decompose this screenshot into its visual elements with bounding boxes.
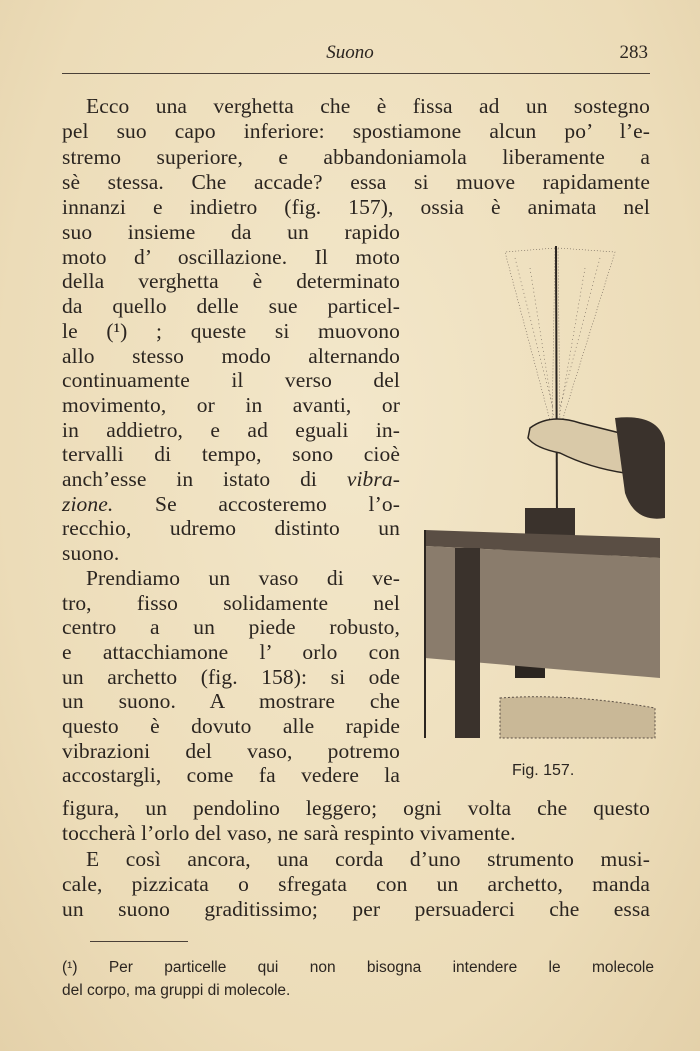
text-line [62, 714, 400, 739]
text-line [62, 541, 400, 566]
text-line [62, 763, 400, 788]
page-number: 283 [619, 42, 648, 63]
text-span: allo stesso modo alternando [62, 343, 400, 368]
text-line [62, 170, 650, 195]
text-span: figura, un pendolino leggero; ogni volta che questo [62, 796, 650, 820]
text-span: vibrazioni del vaso, potremo [62, 738, 400, 763]
text-line [62, 897, 650, 922]
text-span: recchio, udremo distinto un [62, 516, 400, 541]
text-span: accostargli, come fa vedere la [62, 763, 400, 788]
text-span: moto d’ oscillazione. Il moto [62, 244, 400, 269]
running-title: Suono [326, 42, 374, 63]
text-line [62, 195, 650, 220]
text-span: pel suo capo inferiore: spostiamone alcun po’ l’e- [62, 119, 650, 144]
text-span: E così ancora, una corda d’uno strumento musi- [86, 846, 650, 871]
header-rule [62, 73, 650, 74]
text-line [62, 796, 650, 821]
text-span: suono. [62, 541, 120, 566]
hand [528, 417, 665, 518]
text-span: tro, fisso solidamente nel [62, 590, 400, 615]
text-line [62, 615, 400, 640]
text-line [62, 344, 400, 369]
text-line [62, 689, 400, 714]
text-span: suo insieme da un rapido [62, 220, 400, 244]
text-line [62, 591, 400, 616]
footnote-line: (¹) Per particelle qui non bisogna intendere le molecole [62, 959, 654, 976]
text-span: sè stessa. Che accade? essa si muove rapidamente [62, 169, 650, 194]
italic-term: vibra- [346, 467, 400, 491]
text-line [62, 269, 400, 294]
text-line [62, 145, 650, 170]
text-span: un suono. A mostrare che [62, 689, 400, 714]
text-line [62, 294, 400, 319]
text-line [62, 566, 400, 591]
text-line [62, 245, 400, 270]
footnote-rule [90, 941, 188, 942]
text-line [62, 467, 400, 492]
text-span: le (¹) ; queste si muovono [62, 318, 400, 343]
text-span: Se accosteremo l’o- [113, 491, 400, 516]
vibration-fan [505, 248, 615, 428]
text-span: stremo superiore, e abbandoniamola liberamente a [62, 144, 650, 169]
text-span: Prendiamo un vaso di ve- [86, 565, 400, 590]
figure-157-vibrating-rod-illustration [420, 238, 670, 748]
text-line [62, 319, 400, 344]
footnote-line: del corpo, ma gruppi di molecole. [62, 982, 291, 999]
text-line [62, 368, 400, 393]
text-line [62, 94, 650, 119]
text-line [62, 119, 650, 144]
text-span: in addietro, e ad eguali in- [62, 417, 400, 442]
text-line [62, 220, 400, 245]
text-span: un suono graditissimo; per persuaderci che essa [62, 897, 650, 922]
text-line [62, 821, 650, 846]
workbench [425, 530, 660, 738]
italic-term: zione. [62, 491, 114, 516]
text-line [62, 442, 400, 467]
text-line [62, 418, 400, 443]
text-span: e attacchiamone l’ orlo con [62, 639, 400, 664]
text-line [62, 739, 400, 764]
text-span: cale, pizzicata o sfregata con un archetto, manda [62, 871, 650, 896]
text-span: centro a un piede robusto, [62, 615, 400, 640]
text-span: da quello delle sue particel- [62, 294, 400, 319]
text-span: toccherà l’orlo del vaso, ne sarà respinto vivamente. [62, 821, 516, 846]
text-line [62, 872, 650, 897]
text-span: questo è dovuto alle rapide [62, 714, 400, 738]
text-line [62, 516, 400, 541]
text-line [62, 492, 400, 517]
text-span: anch’esse in istato di [62, 467, 347, 491]
text-span: continuamente il verso del [62, 368, 400, 393]
text-line [62, 640, 400, 665]
text-line [62, 665, 400, 690]
text-line [62, 847, 650, 872]
text-span: innanzi e indietro (fig. 157), ossia è animata nel [62, 195, 650, 220]
rod [556, 246, 557, 528]
text-span: della verghetta è determinato [62, 269, 400, 294]
text-span: movimento, or in avanti, or [62, 392, 400, 417]
text-span: tervalli di tempo, sono cioè [62, 442, 400, 467]
text-span: un archetto (fig. 158): si ode [62, 664, 400, 689]
figure-caption: Fig. 157. [512, 762, 575, 779]
text-span: Ecco una verghetta che è fissa ad un sostegno [86, 94, 650, 118]
text-line [62, 393, 400, 418]
